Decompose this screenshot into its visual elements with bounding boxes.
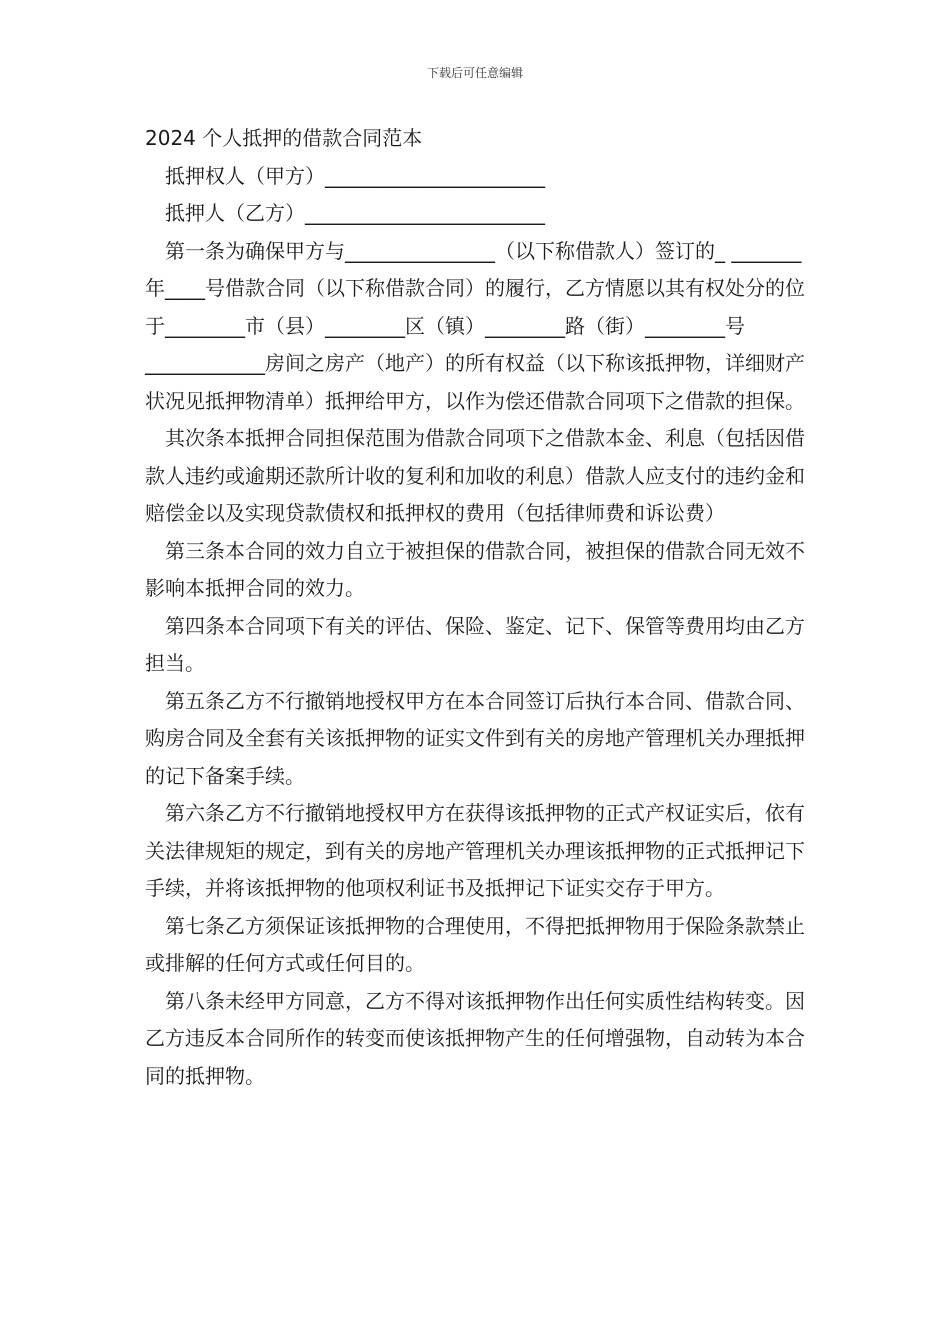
article-8: 第八条未经甲方同意，乙方不得对该抵押物作出任何实质性结构转变。因乙方违反本合同所作的转变而使该抵押物产生的任何增强物，自动转为本合同的抵押物。 [145, 988, 805, 1088]
article-4: 第四条本合同项下有关的评估、保险、鉴定、记下、保管等费用均由乙方担当。 [145, 613, 805, 675]
article-1: 第一条为确保甲方与_______________（以下称借款人）签订的_ _______年____号借款合同（以下称借款合同）的履行，乙方情愿以其有权处分的位于________市（县）________区（镇）________路（街）________号____________房间之房产（地产）的所有权益（以下称该抵押物，详细财产状况见抵押物清单）抵押给甲方，以作为偿还借款合同项下之借款的担保。 [145, 238, 805, 413]
article-2: 其次条本抵押合同担保范围为借款合同项下之借款本金、利息（包括因借款人违约或逾期还款所计收的复利和加收的利息）借款人应支付的违约金和赔偿金以及实现贷款债权和抵押权的费用（包括律师费和诉讼费） [145, 426, 805, 525]
page-header: 下载后可任意编辑 [426, 66, 523, 80]
document-body [145, 120, 807, 1095]
document-title: 2024 个人抵押的借款合同范本 [145, 126, 423, 150]
article-5: 第五条乙方不行撤销地授权甲方在本合同签订后执行本合同、借款合同、购房合同及全套有关该抵押物的证实文件到有关的房地产管理机关办理抵押的记下备案手续。 [145, 688, 805, 788]
article-6: 第六条乙方不行撤销地授权甲方在获得该抵押物的正式产权证实后，依有关法律规矩的规定，到有关的房地产管理机关办理该抵押物的正式抵押记下手续，并将该抵押物的他项权利证书及抵押记下证实交存于甲方。 [145, 801, 805, 900]
article-7: 第七条乙方须保证该抵押物的合理使用，不得把抵押物用于保险条款禁止或排解的任何方式或任何目的。 [145, 913, 805, 975]
article-3: 第三条本合同的效力自立于被担保的借款合同，被担保的借款合同无效不影响本抵押合同的效力。 [145, 538, 805, 600]
mortgagor-line: 抵押人（乙方）________________________ [165, 201, 545, 225]
mortgagee-line: 抵押权人（甲方）______________________ [165, 163, 545, 188]
